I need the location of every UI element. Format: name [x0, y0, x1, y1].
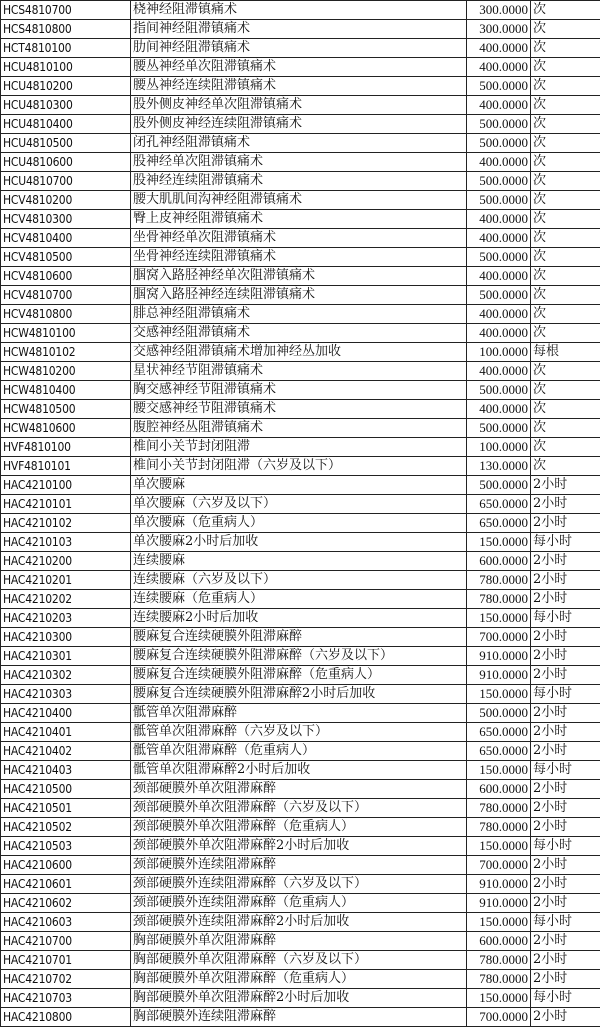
item-name-cell: 胸部硬膜外单次阻滞麻醉（危重病人）	[131, 970, 467, 989]
table-row	[1, 362, 600, 381]
table-row	[1, 780, 600, 799]
item-code-cell: HCU4810700	[1, 172, 131, 191]
item-name-cell: 胸部硬膜外单次阻滞麻醉2小时后加收	[131, 989, 467, 1008]
item-price-cell: 400.0000	[467, 229, 531, 248]
item-code-cell: HCW4810200	[1, 362, 131, 381]
item-unit-cell: 次	[531, 381, 600, 400]
table-row	[1, 913, 600, 932]
item-name-cell: 交感神经阻滞镇痛术	[131, 324, 467, 343]
item-unit-cell: 2小时	[531, 666, 600, 685]
item-price-cell: 780.0000	[467, 970, 531, 989]
item-name-cell: 颈部硬膜外单次阻滞麻醉	[131, 780, 467, 799]
item-code-cell: HAC4210100	[1, 476, 131, 495]
item-code-cell: HCW4810102	[1, 343, 131, 362]
item-price-cell: 910.0000	[467, 647, 531, 666]
item-unit-cell: 2小时	[531, 476, 600, 495]
table-row	[1, 552, 600, 571]
item-price-cell: 500.0000	[467, 191, 531, 210]
item-unit-cell: 次	[531, 457, 600, 476]
item-code-cell: HAC4210601	[1, 875, 131, 894]
item-unit-cell: 2小时	[531, 552, 600, 571]
item-unit-cell: 次	[531, 210, 600, 229]
item-price-cell: 600.0000	[467, 552, 531, 571]
item-code-cell: HAC4210303	[1, 685, 131, 704]
item-unit-cell: 次	[531, 324, 600, 343]
item-unit-cell: 2小时	[531, 742, 600, 761]
item-price-cell: 500.0000	[467, 77, 531, 96]
item-unit-cell: 每小时	[531, 913, 600, 932]
table-row	[1, 799, 600, 818]
item-name-cell: 骶管单次阻滞麻醉（六岁及以下）	[131, 723, 467, 742]
table-row	[1, 115, 600, 134]
item-name-cell: 单次腰麻（六岁及以下）	[131, 495, 467, 514]
item-unit-cell: 2小时	[531, 932, 600, 951]
item-code-cell: HCU4810300	[1, 96, 131, 115]
table-row	[1, 704, 600, 723]
item-code-cell: HAC4210103	[1, 533, 131, 552]
item-code-cell: HAC4210703	[1, 989, 131, 1008]
item-name-cell: 骶管单次阻滞麻醉	[131, 704, 467, 723]
table-row	[1, 77, 600, 96]
item-code-cell: HAC4210502	[1, 818, 131, 837]
item-code-cell: HAC4210200	[1, 552, 131, 571]
item-name-cell: 股神经连续阻滞镇痛术	[131, 172, 467, 191]
table-row	[1, 381, 600, 400]
table-row	[1, 856, 600, 875]
item-code-cell: HCV4810200	[1, 191, 131, 210]
item-code-cell: HCU4810100	[1, 58, 131, 77]
item-price-cell: 780.0000	[467, 818, 531, 837]
item-price-cell: 400.0000	[467, 58, 531, 77]
item-code-cell: HAC4210702	[1, 970, 131, 989]
item-unit-cell: 次	[531, 267, 600, 286]
table-row	[1, 970, 600, 989]
item-name-cell: 星状神经节阻滞镇痛术	[131, 362, 467, 381]
item-code-cell: HCW4810600	[1, 419, 131, 438]
item-name-cell: 股外侧皮神经单次阻滞镇痛术	[131, 96, 467, 115]
item-name-cell: 胸交感神经节阻滞镇痛术	[131, 381, 467, 400]
item-name-cell: 颈部硬膜外单次阻滞麻醉（危重病人）	[131, 818, 467, 837]
item-name-cell: 腰麻复合连续硬膜外阻滞麻醉	[131, 628, 467, 647]
item-code-cell: HAC4210203	[1, 609, 131, 628]
item-code-cell: HAC4210300	[1, 628, 131, 647]
item-code-cell: HAC4210302	[1, 666, 131, 685]
item-name-cell: 颈部硬膜外连续阻滞麻醉2小时后加收	[131, 913, 467, 932]
item-unit-cell: 2小时	[531, 780, 600, 799]
table-row	[1, 647, 600, 666]
item-price-cell: 500.0000	[467, 419, 531, 438]
item-price-cell: 780.0000	[467, 590, 531, 609]
item-price-cell: 600.0000	[467, 932, 531, 951]
item-code-cell: HVF4810101	[1, 457, 131, 476]
item-price-cell: 300.0000	[467, 20, 531, 39]
item-name-cell: 腰丛神经单次阻滞镇痛术	[131, 58, 467, 77]
item-code-cell: HCU4810400	[1, 115, 131, 134]
item-unit-cell: 次	[531, 134, 600, 153]
table-row	[1, 1008, 600, 1027]
item-name-cell: 胸部硬膜外单次阻滞麻醉	[131, 932, 467, 951]
table-row	[1, 343, 600, 362]
item-price-cell: 100.0000	[467, 438, 531, 457]
item-unit-cell: 次	[531, 1, 600, 20]
table-row	[1, 1, 600, 20]
item-price-cell: 700.0000	[467, 628, 531, 647]
item-price-cell: 150.0000	[467, 609, 531, 628]
item-price-cell: 400.0000	[467, 305, 531, 324]
item-name-cell: 单次腰麻	[131, 476, 467, 495]
item-unit-cell: 次	[531, 248, 600, 267]
item-price-cell: 650.0000	[467, 495, 531, 514]
item-price-cell: 400.0000	[467, 210, 531, 229]
item-name-cell: 腰交感神经节阻滞镇痛术	[131, 400, 467, 419]
item-name-cell: 连续腰麻（六岁及以下）	[131, 571, 467, 590]
item-price-cell: 910.0000	[467, 894, 531, 913]
item-code-cell: HAC4210603	[1, 913, 131, 932]
item-price-cell: 100.0000	[467, 343, 531, 362]
item-unit-cell: 2小时	[531, 799, 600, 818]
item-code-cell: HCU4810600	[1, 153, 131, 172]
table-row	[1, 875, 600, 894]
item-unit-cell: 每根	[531, 343, 600, 362]
item-code-cell: HCW4810400	[1, 381, 131, 400]
table-row	[1, 837, 600, 856]
item-unit-cell: 每小时	[531, 685, 600, 704]
item-unit-cell: 次	[531, 96, 600, 115]
item-unit-cell: 次	[531, 20, 600, 39]
item-name-cell: 椎间小关节封闭阻滞	[131, 438, 467, 457]
item-price-cell: 500.0000	[467, 381, 531, 400]
item-name-cell: 腰大肌肌间沟神经阻滞镇痛术	[131, 191, 467, 210]
item-name-cell: 连续腰麻	[131, 552, 467, 571]
item-code-cell: HAC4210701	[1, 951, 131, 970]
item-unit-cell: 次	[531, 153, 600, 172]
item-price-cell: 130.0000	[467, 457, 531, 476]
table-row	[1, 628, 600, 647]
item-unit-cell: 每小时	[531, 533, 600, 552]
item-name-cell: 胸部硬膜外连续阻滞麻醉	[131, 1008, 467, 1027]
item-unit-cell: 次	[531, 305, 600, 324]
item-name-cell: 坐骨神经连续阻滞镇痛术	[131, 248, 467, 267]
item-code-cell: HAC4210800	[1, 1008, 131, 1027]
item-price-cell: 150.0000	[467, 837, 531, 856]
table-row	[1, 951, 600, 970]
item-code-cell: HAC4210301	[1, 647, 131, 666]
item-code-cell: HCW4810100	[1, 324, 131, 343]
item-name-cell: 单次腰麻（危重病人）	[131, 514, 467, 533]
item-unit-cell: 2小时	[531, 590, 600, 609]
table-row	[1, 20, 600, 39]
item-unit-cell: 次	[531, 191, 600, 210]
table-row	[1, 191, 600, 210]
item-code-cell: HAC4210503	[1, 837, 131, 856]
table-row	[1, 419, 600, 438]
item-unit-cell: 2小时	[531, 856, 600, 875]
table-row	[1, 153, 600, 172]
item-name-cell: 颈部硬膜外单次阻滞麻醉2小时后加收	[131, 837, 467, 856]
item-price-cell: 650.0000	[467, 742, 531, 761]
item-unit-cell: 每小时	[531, 989, 600, 1008]
item-name-cell: 闭孔神经阻滞镇痛术	[131, 134, 467, 153]
table-row	[1, 400, 600, 419]
item-unit-cell: 次	[531, 115, 600, 134]
item-code-cell: HAC4210600	[1, 856, 131, 875]
item-unit-cell: 2小时	[531, 951, 600, 970]
item-price-cell: 500.0000	[467, 704, 531, 723]
item-price-cell: 500.0000	[467, 115, 531, 134]
table-row	[1, 571, 600, 590]
item-name-cell: 腰丛神经连续阻滞镇痛术	[131, 77, 467, 96]
table-row	[1, 96, 600, 115]
table-row	[1, 989, 600, 1008]
item-price-cell: 500.0000	[467, 172, 531, 191]
table-row	[1, 286, 600, 305]
item-code-cell: HCV4810500	[1, 248, 131, 267]
item-code-cell: HCU4810200	[1, 77, 131, 96]
item-name-cell: 骶管单次阻滞麻醉2小时后加收	[131, 761, 467, 780]
item-code-cell: HCV4810400	[1, 229, 131, 248]
item-code-cell: HAC4210500	[1, 780, 131, 799]
item-unit-cell: 2小时	[531, 628, 600, 647]
item-name-cell: 交感神经阻滞镇痛术增加神经丛加收	[131, 343, 467, 362]
item-name-cell: 腹腔神经丛阻滞镇痛术	[131, 419, 467, 438]
item-name-cell: 颈部硬膜外单次阻滞麻醉（六岁及以下）	[131, 799, 467, 818]
item-code-cell: HCV4810600	[1, 267, 131, 286]
item-price-cell: 910.0000	[467, 875, 531, 894]
item-unit-cell: 次	[531, 362, 600, 381]
item-unit-cell: 2小时	[531, 894, 600, 913]
item-code-cell: HCT4810100	[1, 39, 131, 58]
table-row	[1, 894, 600, 913]
item-unit-cell: 2小时	[531, 1008, 600, 1027]
item-name-cell: 颈部硬膜外连续阻滞麻醉（六岁及以下）	[131, 875, 467, 894]
item-code-cell: HAC4210202	[1, 590, 131, 609]
table-row	[1, 324, 600, 343]
table-row	[1, 590, 600, 609]
item-unit-cell: 2小时	[531, 875, 600, 894]
item-code-cell: HCV4810700	[1, 286, 131, 305]
item-price-cell: 700.0000	[467, 1008, 531, 1027]
item-price-cell: 400.0000	[467, 400, 531, 419]
table-row	[1, 932, 600, 951]
item-name-cell: 腰麻复合连续硬膜外阻滞麻醉（六岁及以下）	[131, 647, 467, 666]
item-name-cell: 肋间神经阻滞镇痛术	[131, 39, 467, 58]
item-name-cell: 连续腰麻2小时后加收	[131, 609, 467, 628]
item-price-cell: 400.0000	[467, 39, 531, 58]
item-code-cell: HCU4810500	[1, 134, 131, 153]
item-name-cell: 桡神经阻滞镇痛术	[131, 1, 467, 20]
table-row	[1, 495, 600, 514]
item-code-cell: HCS4810700	[1, 1, 131, 20]
table-row	[1, 723, 600, 742]
table-row	[1, 818, 600, 837]
item-unit-cell: 2小时	[531, 647, 600, 666]
table-row	[1, 742, 600, 761]
item-price-cell: 400.0000	[467, 324, 531, 343]
table-row	[1, 229, 600, 248]
table-row	[1, 685, 600, 704]
table-row	[1, 438, 600, 457]
table-row	[1, 267, 600, 286]
item-price-cell: 500.0000	[467, 286, 531, 305]
item-code-cell: HVF4810100	[1, 438, 131, 457]
item-price-cell: 910.0000	[467, 666, 531, 685]
table-row	[1, 305, 600, 324]
item-name-cell: 颈部硬膜外连续阻滞麻醉（危重病人）	[131, 894, 467, 913]
item-unit-cell: 2小时	[531, 723, 600, 742]
item-unit-cell: 次	[531, 58, 600, 77]
item-name-cell: 单次腰麻2小时后加收	[131, 533, 467, 552]
table-row	[1, 514, 600, 533]
item-code-cell: HCV4810300	[1, 210, 131, 229]
item-price-cell: 780.0000	[467, 951, 531, 970]
item-price-cell: 700.0000	[467, 856, 531, 875]
table-row	[1, 476, 600, 495]
item-code-cell: HAC4210700	[1, 932, 131, 951]
item-code-cell: HAC4210401	[1, 723, 131, 742]
item-unit-cell: 次	[531, 400, 600, 419]
item-unit-cell: 2小时	[531, 571, 600, 590]
item-unit-cell: 2小时	[531, 514, 600, 533]
item-price-cell: 400.0000	[467, 267, 531, 286]
item-code-cell: HAC4210101	[1, 495, 131, 514]
item-code-cell: HAC4210501	[1, 799, 131, 818]
item-price-cell: 780.0000	[467, 571, 531, 590]
item-price-cell: 150.0000	[467, 685, 531, 704]
item-name-cell: 椎间小关节封闭阻滞（六岁及以下）	[131, 457, 467, 476]
item-code-cell: HAC4210602	[1, 894, 131, 913]
table-row	[1, 609, 600, 628]
item-name-cell: 腓总神经阻滞镇痛术	[131, 305, 467, 324]
table-row	[1, 58, 600, 77]
item-price-cell: 300.0000	[467, 1, 531, 20]
item-unit-cell: 次	[531, 172, 600, 191]
item-code-cell: HAC4210402	[1, 742, 131, 761]
item-unit-cell: 每小时	[531, 761, 600, 780]
item-price-cell: 650.0000	[467, 514, 531, 533]
item-name-cell: 股外侧皮神经连续阻滞镇痛术	[131, 115, 467, 134]
table-row	[1, 533, 600, 552]
item-name-cell: 腰麻复合连续硬膜外阻滞麻醉（危重病人）	[131, 666, 467, 685]
table-row	[1, 761, 600, 780]
table-row	[1, 666, 600, 685]
item-unit-cell: 次	[531, 77, 600, 96]
table-row	[1, 134, 600, 153]
item-code-cell: HAC4210400	[1, 704, 131, 723]
table-row	[1, 457, 600, 476]
item-price-cell: 150.0000	[467, 533, 531, 552]
item-unit-cell: 次	[531, 229, 600, 248]
item-name-cell: 腘窝入路胫神经单次阻滞镇痛术	[131, 267, 467, 286]
table-row	[1, 172, 600, 191]
item-unit-cell: 次	[531, 419, 600, 438]
item-code-cell: HCW4810500	[1, 400, 131, 419]
item-unit-cell: 次	[531, 286, 600, 305]
item-name-cell: 腘窝入路胫神经连续阻滞镇痛术	[131, 286, 467, 305]
item-code-cell: HAC4210102	[1, 514, 131, 533]
item-name-cell: 股神经单次阻滞镇痛术	[131, 153, 467, 172]
item-price-cell: 400.0000	[467, 153, 531, 172]
item-unit-cell: 2小时	[531, 704, 600, 723]
item-price-cell: 400.0000	[467, 96, 531, 115]
item-unit-cell: 2小时	[531, 970, 600, 989]
item-price-cell: 500.0000	[467, 476, 531, 495]
item-name-cell: 骶管单次阻滞麻醉（危重病人）	[131, 742, 467, 761]
item-unit-cell: 2小时	[531, 495, 600, 514]
item-name-cell: 腰麻复合连续硬膜外阻滞麻醉2小时后加收	[131, 685, 467, 704]
item-unit-cell: 每小时	[531, 837, 600, 856]
table-row	[1, 248, 600, 267]
price-table-body	[1, 1, 600, 1027]
table-row	[1, 210, 600, 229]
item-unit-cell: 2小时	[531, 818, 600, 837]
item-price-cell: 600.0000	[467, 780, 531, 799]
item-name-cell: 胸部硬膜外单次阻滞麻醉（六岁及以下）	[131, 951, 467, 970]
item-code-cell: HCV4810800	[1, 305, 131, 324]
item-unit-cell: 次	[531, 39, 600, 58]
item-name-cell: 连续腰麻（危重病人）	[131, 590, 467, 609]
item-price-cell: 500.0000	[467, 248, 531, 267]
item-name-cell: 臀上皮神经阻滞镇痛术	[131, 210, 467, 229]
item-price-cell: 650.0000	[467, 723, 531, 742]
item-code-cell: HCS4810800	[1, 20, 131, 39]
item-code-cell: HAC4210201	[1, 571, 131, 590]
item-price-cell: 150.0000	[467, 989, 531, 1008]
item-unit-cell: 次	[531, 438, 600, 457]
item-name-cell: 指间神经阻滞镇痛术	[131, 20, 467, 39]
item-price-cell: 150.0000	[467, 761, 531, 780]
item-name-cell: 坐骨神经单次阻滞镇痛术	[131, 229, 467, 248]
item-unit-cell: 每小时	[531, 609, 600, 628]
item-price-cell: 780.0000	[467, 799, 531, 818]
item-price-cell: 500.0000	[467, 134, 531, 153]
item-name-cell: 颈部硬膜外连续阻滞麻醉	[131, 856, 467, 875]
table-row	[1, 39, 600, 58]
item-code-cell: HAC4210403	[1, 761, 131, 780]
item-price-cell: 400.0000	[467, 362, 531, 381]
item-price-cell: 150.0000	[467, 913, 531, 932]
